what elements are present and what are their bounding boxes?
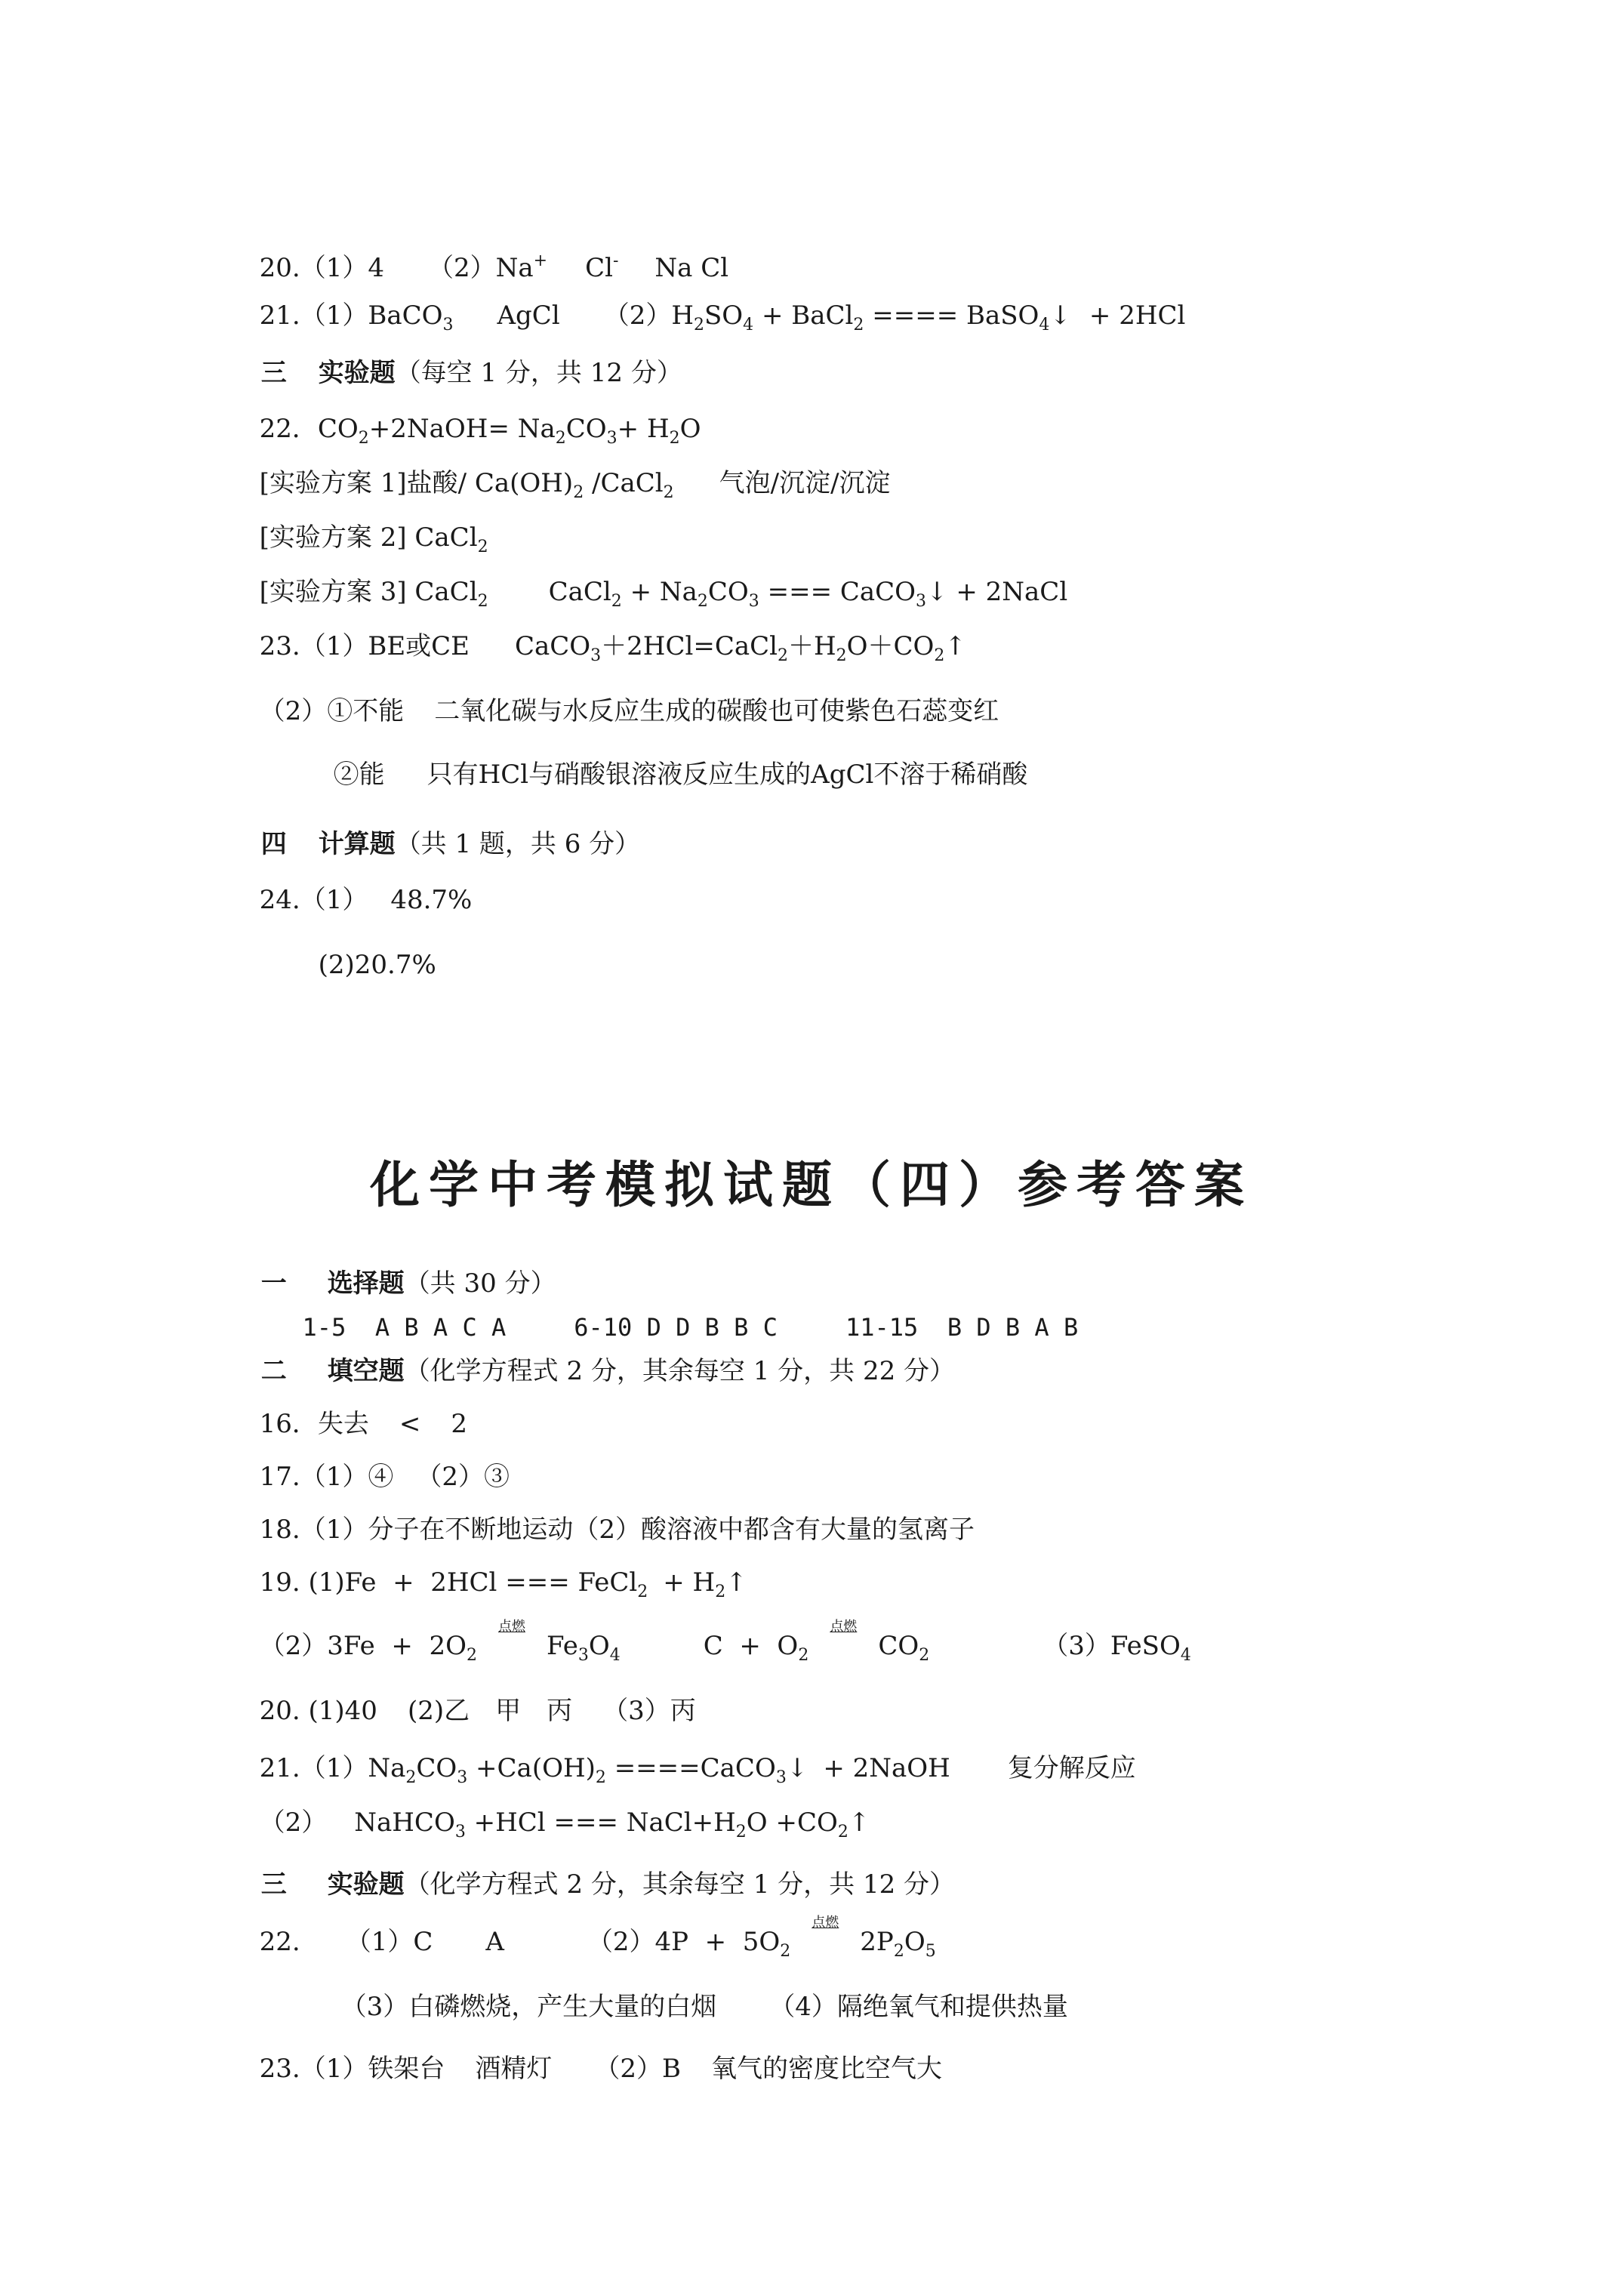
answer-21: 21.（1）BaCO$_3$ AgCl $(2)H_2SO_4$ + BaCl$_2$ ==== BaSO$_4$↓ + 2HCl: [259, 300, 1186, 334]
answer-19: 19. (1)Fe + 2HCl === FeCl$_2$ + $H_2↑$: [259, 1567, 747, 1601]
section-2-heading: 二 填空题（化学方程式 2 分，其余每空 1 分，共 22 分）: [260, 1356, 956, 1386]
ignition-arrow: 点燃: [830, 1619, 858, 1635]
page-title: 化学中考模拟试题（四）参考答案: [370, 1156, 1253, 1214]
answer-23-part-2-a: （2）①不能 二氧化碳与水反应生成的碳酸也可使紫色石蕊变红: [259, 696, 999, 726]
section-3-b-heading: 三 实验题（化学方程式 2 分，其余每空 1 分，共 12 分）: [260, 1869, 956, 1900]
answer-22-b: 22. （1）C A $(2)4P + 5O_2$ 点燃 $2P_2O_5$: [259, 1915, 936, 1961]
answer-24-part-2: (2)20.7%: [318, 950, 436, 980]
answer-21-b-part-2: （2） NaHCO$_3$ +HCl === $NaCl+H_2O$ $+CO_2↑$: [259, 1808, 870, 1841]
section-3-heading: 三 实验题（每空 1 分，共 12 分）: [260, 358, 682, 388]
experiment-plan-1: [实验方案 1]盐酸/ $Ca(OH)_2$ /CaCl$_2$ 气泡/沉淀/沉淀: [259, 468, 891, 502]
ignition-arrow: 点燃: [497, 1619, 525, 1635]
experiment-plan-2: [实验方案 2] CaCl$_2$: [259, 522, 488, 556]
multiple-choice-answers: 1-5 A B A C A 6-10 D D B B C 11-15 B D B A B: [302, 1313, 1079, 1342]
answer-22-b-part-3-4: （3）白磷燃烧，产生大量的白烟 （4）隔绝氧气和提供热量: [340, 1992, 1068, 2022]
section-1-heading: 一 选择题（共 30 分）: [260, 1268, 556, 1299]
experiment-plan-3: [实验方案 3] CaCl$_2$ CaCl$_2$ + $Na_2CO_3$ === CaCO$_3$↓ + 2NaCl: [259, 577, 1068, 611]
answer-23-part-2-b: ②能 只有HCl与硝酸银溶液反应生成的AgCl不溶于稀硝酸: [333, 760, 1028, 790]
answer-16: 16．失去 < 2: [259, 1409, 468, 1439]
section-4-heading: 四 计算题（共 1 题，共 6 分）: [260, 829, 641, 859]
ignition-arrow: 点燃: [812, 1915, 839, 1931]
answer-22: 22．$CO_2+2NaOH= Na_2CO_3+ H_2O$: [259, 414, 701, 448]
answer-18: 18.（1）分子在不断地运动（2）酸溶液中都含有大量的氢离子: [259, 1515, 975, 1545]
answer-24: 24.（1） 48.7%: [259, 885, 473, 915]
answer-17: 17.（1）④ （2）③: [259, 1462, 510, 1492]
answer-19-part-2: $(2)3Fe + 2O_2$ 点燃 $Fe_3O_4$ $C + O_2$ 点燃 $CO_2$ （3）FeSO$_4$: [259, 1619, 1191, 1665]
answer-21-b: $21.(1)Na_2CO_3 +Ca(OH)_2$ ====CaCO$_3$↓ + 2NaOH 复分解反应: [259, 1753, 1136, 1787]
answer-23: 23.（1）BE或CE $CaCO_3+2HCl=CaCl_2+H_2O+CO_2↑$: [259, 631, 966, 665]
answer-23-b: 23.（1）铁架台 酒精灯 （2）B 氧气的密度比空气大: [259, 2054, 942, 2084]
answer-20: 20.（1）4 （2）Na+ Cl- Na Cl: [259, 251, 729, 283]
answer-20-b: 20. (1)40 (2)乙 甲 丙 （3）丙: [259, 1696, 696, 1726]
